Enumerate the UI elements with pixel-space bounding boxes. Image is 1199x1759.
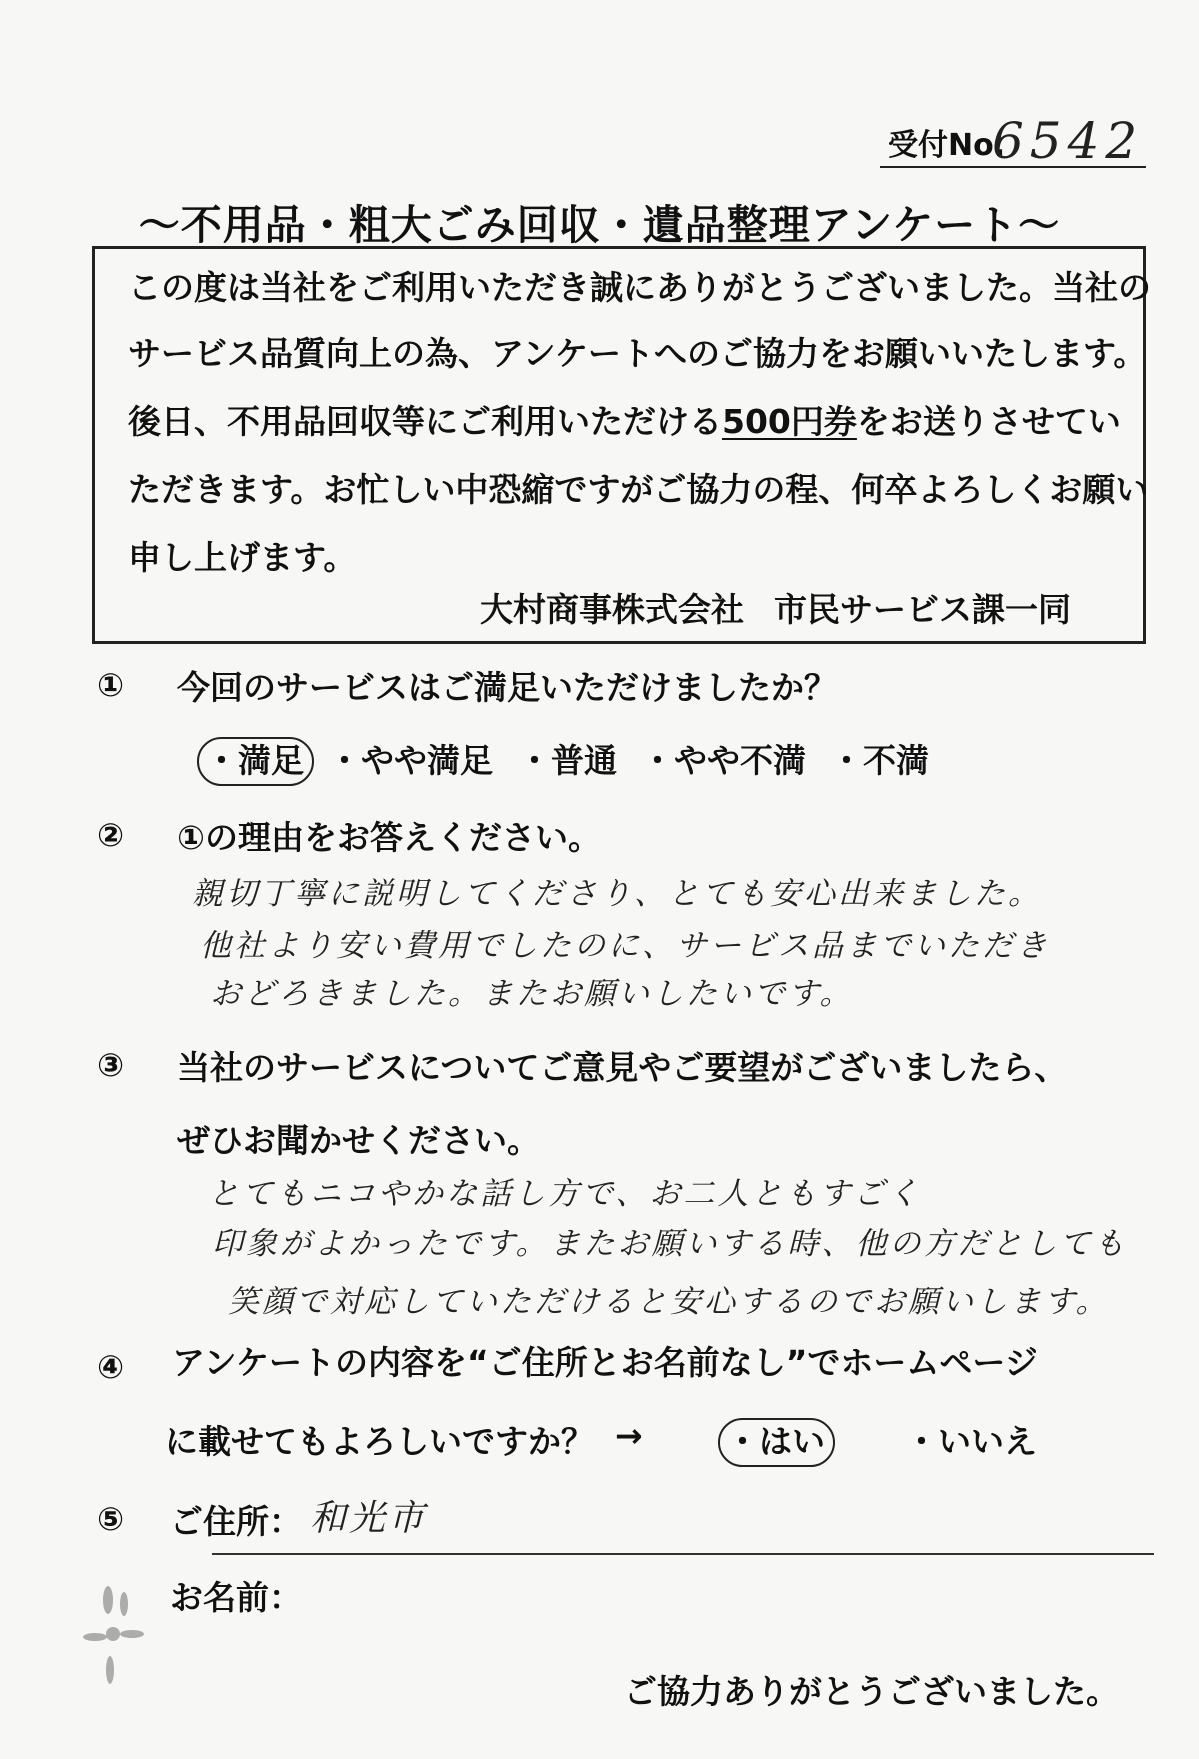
q2-number: ②: [97, 816, 125, 854]
selected-circle-mark: ・はい: [718, 1418, 835, 1467]
intro-line-3: [128, 396, 1121, 443]
q4-question-line-2: に載せてもよろしいですか？: [165, 1422, 594, 1461]
q1-option-normal[interactable]: ・普通: [518, 741, 617, 780]
intro-line-3-before: 後日、不用品回収等にご利用いただける: [128, 402, 722, 441]
closing-message: ご協力ありがとうございました。: [624, 1672, 1119, 1711]
q2-question: ①の理由をお答えください。: [177, 818, 601, 857]
q1-option-somewhat-satisfied[interactable]: ・やや満足: [328, 741, 493, 780]
flower-stamp-mark: [80, 1582, 150, 1692]
address-label: ご住所：: [170, 1502, 302, 1541]
q4-arrow: →: [615, 1416, 643, 1455]
q3-answer-line-1: とてもニコやかな話し方で、お二人ともすごく: [208, 1176, 922, 1212]
voucher-amount: 500円券: [722, 402, 857, 441]
q3-question-line-2: ぜひお聞かせください。: [177, 1121, 540, 1160]
name-underline: [212, 1553, 1154, 1555]
q2-answer-line-2: 他社より安い費用でしたのに、サービス品までいただき: [200, 928, 1050, 964]
q1-number: ①: [97, 666, 125, 704]
q2-answer-line-3: おどろきました。またお願いしたいです。: [210, 976, 854, 1012]
intro-line-1: この度は当社をご利用いただき誠にありがとうございました。当社の: [128, 268, 1151, 307]
q4-option-no[interactable]: ・いいえ: [905, 1422, 1037, 1461]
q1-option-dissatisfied[interactable]: ・不満: [830, 741, 929, 780]
page-title: ～不用品・粗大ごみ回収・遺品整理アンケート～: [138, 201, 1061, 249]
receipt-number-field: [880, 112, 1146, 170]
q4-option-yes[interactable]: [718, 1416, 835, 1463]
intro-line-2: サービス品質向上の為、アンケートへのご協力をお願いいたします。: [128, 334, 1147, 373]
q3-question-line-1: 当社のサービスについてご意見やご要望がございましたら、: [177, 1048, 1068, 1087]
company-signature: [480, 584, 1071, 631]
address-value-handwritten: 和光市: [310, 1498, 428, 1539]
q1-question: 今回のサービスはご満足いただけましたか？: [177, 668, 837, 707]
name-label: お名前：: [170, 1578, 302, 1617]
q5-number: ⑤: [97, 1500, 125, 1538]
q1-option-satisfied[interactable]: [197, 735, 314, 782]
intro-line-4: ただきます。お忙しい中恐縮ですがご協力の程、何卒よろしくお願い: [128, 470, 1149, 509]
q1-option-somewhat-dissatisfied[interactable]: ・やや不満: [641, 741, 806, 780]
q3-number: ③: [97, 1046, 125, 1084]
q3-answer-line-3: 笑顔で対応していただけると安心するのでお願いします。: [228, 1284, 1110, 1320]
company-name: 大村商事株式会社: [480, 590, 744, 629]
intro-line-3-after: をお送りさせてい: [856, 402, 1121, 441]
department-name: 市民サービス課一同: [774, 590, 1071, 629]
selected-circle-mark: ・満足: [197, 737, 314, 786]
q2-answer-line-1: 親切丁寧に説明してくださり、とても安心出来ました。: [192, 876, 1042, 912]
q4-number: ④: [97, 1348, 125, 1386]
q3-answer-line-2: 印象がよかったです。またお願いする時、他の方だとしても: [212, 1226, 1128, 1262]
q4-question-line-1: アンケートの内容を“ご住所とお名前なし”でホームページ: [172, 1343, 1038, 1382]
receipt-label: 受付No.: [888, 128, 1006, 163]
intro-line-5: 申し上げます。: [128, 538, 357, 577]
receipt-number-handwritten: 6542: [992, 112, 1144, 170]
intro-box: [92, 246, 1151, 644]
